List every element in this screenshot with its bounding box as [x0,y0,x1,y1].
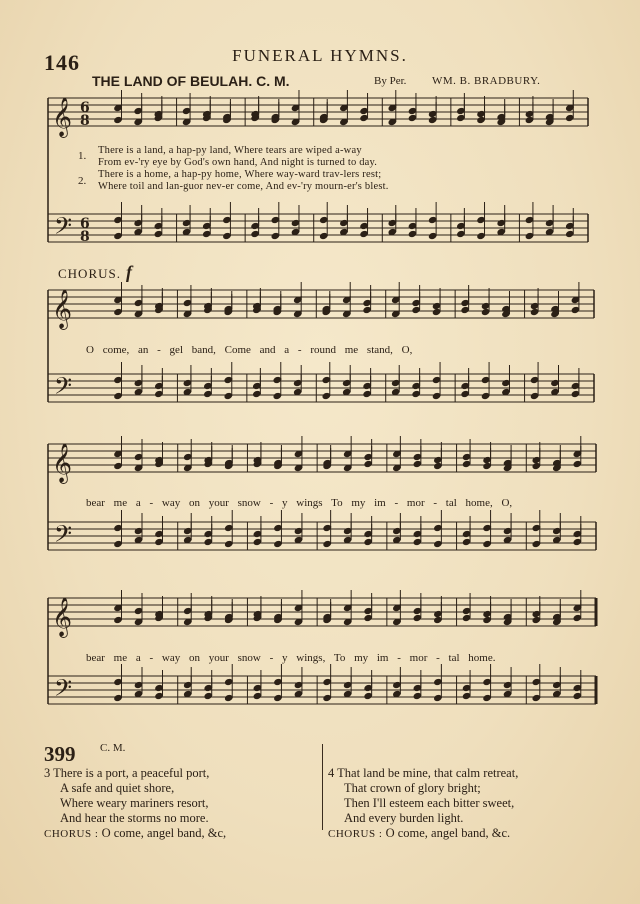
chorus-ref-text: O come, angel band, &c, [101,826,227,840]
stanza-4 [328,766,518,842]
stanza-line: 4 That land be mine, that calm retreat, [328,766,519,780]
dynamic-marking: f [126,262,132,282]
column-divider [322,744,323,830]
bass-clef-icon: 𝄢 [54,212,73,245]
chorus-ref-text: O come, angel band, &c. [385,826,511,840]
bass-clef-icon: 𝄢 [54,372,73,405]
treble-clef-icon: 𝄞 [52,97,73,137]
verse-number: 2. [78,175,87,187]
bass-clef-icon: 𝄢 [54,674,73,707]
time-signature: 8 [80,113,90,129]
verse-lyric: From ev-'ry eye by God's own hand, And night is turned to day. [98,157,378,168]
stanza-3 [44,766,226,842]
stanza-line: A safe and quiet shore, [60,781,175,795]
hymn-title: THE LAND OF BEULAH. C. M. [92,73,290,89]
chorus-ref-label: CHORUS : [328,828,383,840]
running-head: FUNERAL HYMNS. [232,46,408,65]
verse-lyric: Where toil and lan-guor nev-er come, And ev-'ry mourn-er's blest. [98,181,389,192]
bass-clef-icon: 𝄢 [54,520,73,553]
time-signature: 6 [80,100,90,116]
page-number: 146 [44,50,80,75]
attribution: By Per. [374,75,407,87]
stanza-line: And every burden light. [344,811,464,825]
hymn-number: 399 [44,742,76,766]
stanza-line: Then I'll esteem each bitter sweet, [344,796,515,810]
verse-number: 1. [78,150,87,162]
stanza-line: And hear the storms no more. [60,811,209,825]
verse-lyric: There is a land, a hap-py land, Where tears are wiped a-way [98,145,362,156]
chorus-ref-label: CHORUS : [44,828,99,840]
treble-clef-icon: 𝄞 [52,289,73,329]
composer: WM. B. BRADBURY. [432,75,541,87]
treble-clef-icon: 𝄞 [52,597,73,637]
stanza-line: Where weary mariners resort, [60,796,209,810]
time-signature: 8 [80,229,90,245]
chorus-lyric: bear me a - way on your snow - y wings, To my im - mor - tal home. [86,652,496,664]
chorus-lyric: O come, an - gel band, Come and a - round me stand, O, [86,344,413,356]
treble-clef-icon: 𝄞 [52,443,73,483]
time-signature: 6 [80,216,90,232]
stanza-line: That crown of glory bright; [344,781,481,795]
chorus-label: CHORUS. [58,266,121,281]
stanza-line: 3 There is a port, a peaceful port, [44,766,210,780]
verse-lyric: There is a home, a hap-py home, Where way-ward trav-lers rest; [98,169,382,180]
chorus-lyric: bear me a - way on your snow - y wings To my im - mor - tal home, O, [86,497,513,509]
hymn-meter: C. M. [100,742,126,754]
